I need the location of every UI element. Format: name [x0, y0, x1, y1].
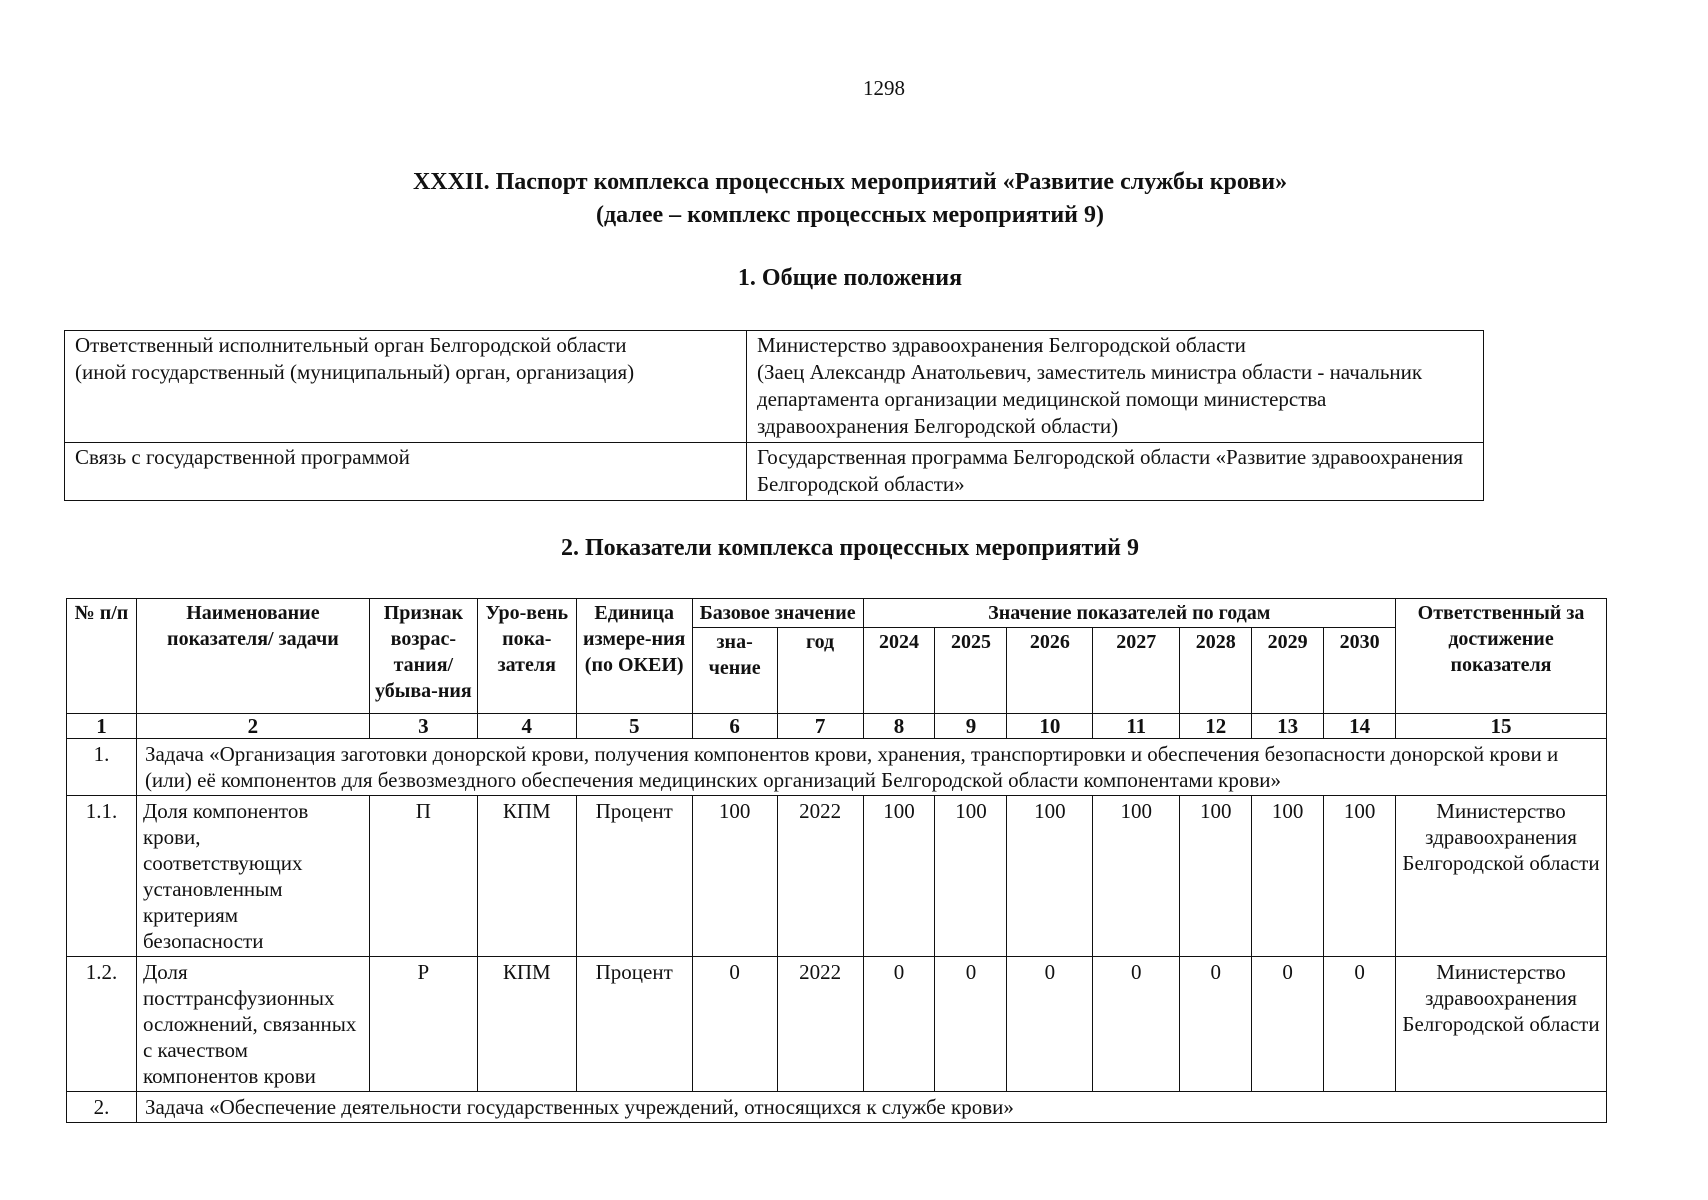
column-number: 9	[935, 714, 1007, 739]
year-value: 0	[1093, 957, 1180, 1092]
year-value: 100	[1007, 796, 1093, 957]
col-header-base: Базовое значение	[692, 599, 863, 628]
column-number: 1	[67, 714, 137, 739]
indicator-unit: Процент	[576, 796, 692, 957]
title-line-2: (далее – комплекс процессных мероприятий 9)	[596, 202, 1104, 228]
base-year: 2022	[777, 957, 863, 1092]
indicator-sign: Р	[369, 957, 477, 1092]
table-row	[67, 957, 1607, 1092]
col-header-year: 2026	[1007, 628, 1093, 714]
column-number: 14	[1324, 714, 1396, 739]
base-value: 100	[692, 796, 777, 957]
year-value: 0	[935, 957, 1007, 1092]
column-number: 13	[1252, 714, 1324, 739]
col-header-sign: Признак возрас-тания/ убыва-ния	[369, 599, 477, 714]
year-value: 100	[1252, 796, 1324, 957]
label-line: (иной государственный (муниципальный) орган, организация)	[75, 360, 635, 384]
col-header-num: № п/п	[67, 599, 137, 714]
row-number: 1.2.	[67, 957, 137, 1092]
page-number: 1298	[863, 76, 905, 100]
document-title	[60, 166, 1640, 232]
task-number: 1.	[67, 739, 137, 796]
column-number: 12	[1180, 714, 1252, 739]
task-text: Задача «Организация заготовки донорской крови, получения компонентов крови, хранения, транспортировки и обеспечения безопасности донорской крови и (или) её компонентов для безвозмездного обеспечения медицинских организаций Белгородской области компонентами крови»	[136, 739, 1606, 796]
task-number: 2.	[67, 1092, 137, 1123]
column-number: 11	[1093, 714, 1180, 739]
base-year: 2022	[777, 796, 863, 957]
col-header-year: 2025	[935, 628, 1007, 714]
col-header-by-years: Значение показателей по годам	[863, 599, 1396, 628]
section-2-heading: 2. Показатели комплекса процессных мероприятий 9	[560, 535, 1139, 561]
year-value: 0	[1180, 957, 1252, 1092]
column-number: 7	[777, 714, 863, 739]
indicator-level: КПМ	[477, 957, 576, 1092]
column-number: 15	[1396, 714, 1607, 739]
year-value: 100	[1180, 796, 1252, 957]
section-1-heading: 1. Общие положения	[737, 265, 963, 291]
header-row	[67, 599, 1607, 628]
title-line-1: XXXII. Паспорт комплекса процессных мероприятий «Развитие службы крови»	[412, 169, 1288, 195]
year-value: 100	[935, 796, 1007, 957]
column-number-row	[67, 714, 1607, 739]
responsible-body-value	[747, 331, 1484, 443]
row-number: 1.1.	[67, 796, 137, 957]
program-link-value: Государственная программа Белгородской области «Развитие здравоохранения Белгородской области»	[747, 443, 1484, 501]
col-header-base-value: зна-чение	[692, 628, 777, 714]
general-provisions-table	[64, 330, 1484, 501]
col-header-unit: Единица измере-ния (по ОКЕИ)	[576, 599, 692, 714]
responsible-body-label	[65, 331, 747, 443]
base-value: 0	[692, 957, 777, 1092]
indicator-name: Доля посттрансфузионных осложнений, связанных с качеством компонентов крови	[136, 957, 369, 1092]
col-header-responsible: Ответственный за достижение показателя	[1396, 599, 1607, 714]
value-line: Министерство здравоохранения Белгородской области	[757, 333, 1246, 357]
col-header-year: 2029	[1252, 628, 1324, 714]
year-value: 0	[1324, 957, 1396, 1092]
indicator-level: КПМ	[477, 796, 576, 957]
table-row	[65, 331, 1484, 443]
responsible: Министерство здравоохранения Белгородской области	[1396, 957, 1607, 1092]
year-value: 100	[863, 796, 935, 957]
table-row	[67, 796, 1607, 957]
value-line: (Заец Александр Анатольевич, заместитель министра области - начальник департамента организации медицинской помощи министерства здравоохранения Белгородской области)	[757, 360, 1423, 438]
table-row	[65, 443, 1484, 501]
indicators-table	[66, 598, 1607, 1123]
column-number: 3	[369, 714, 477, 739]
col-header-year: 2024	[863, 628, 935, 714]
col-header-name: Наименование показателя/ задачи	[136, 599, 369, 714]
year-value: 100	[1324, 796, 1396, 957]
column-number: 6	[692, 714, 777, 739]
column-number: 8	[863, 714, 935, 739]
indicator-sign: П	[369, 796, 477, 957]
col-header-year: 2027	[1093, 628, 1180, 714]
column-number: 4	[477, 714, 576, 739]
task-row	[67, 739, 1607, 796]
column-number: 2	[136, 714, 369, 739]
indicator-unit: Процент	[576, 957, 692, 1092]
year-value: 100	[1093, 796, 1180, 957]
label-line: Ответственный исполнительный орган Белгородской области	[75, 333, 627, 357]
col-header-base-year: год	[777, 628, 863, 714]
year-value: 0	[1007, 957, 1093, 1092]
col-header-year: 2028	[1180, 628, 1252, 714]
indicator-name: Доля компонентов крови, соответствующих установленным критериям безопасности	[136, 796, 369, 957]
year-value: 0	[1252, 957, 1324, 1092]
responsible: Министерство здравоохранения Белгородской области	[1396, 796, 1607, 957]
col-header-year: 2030	[1324, 628, 1396, 714]
task-text: Задача «Обеспечение деятельности государственных учреждений, относящихся к службе крови»	[136, 1092, 1606, 1123]
program-link-label: Связь с государственной программой	[65, 443, 747, 501]
col-header-level: Уро-вень пока-зателя	[477, 599, 576, 714]
year-value: 0	[863, 957, 935, 1092]
column-number: 10	[1007, 714, 1093, 739]
task-row	[67, 1092, 1607, 1123]
column-number: 5	[576, 714, 692, 739]
